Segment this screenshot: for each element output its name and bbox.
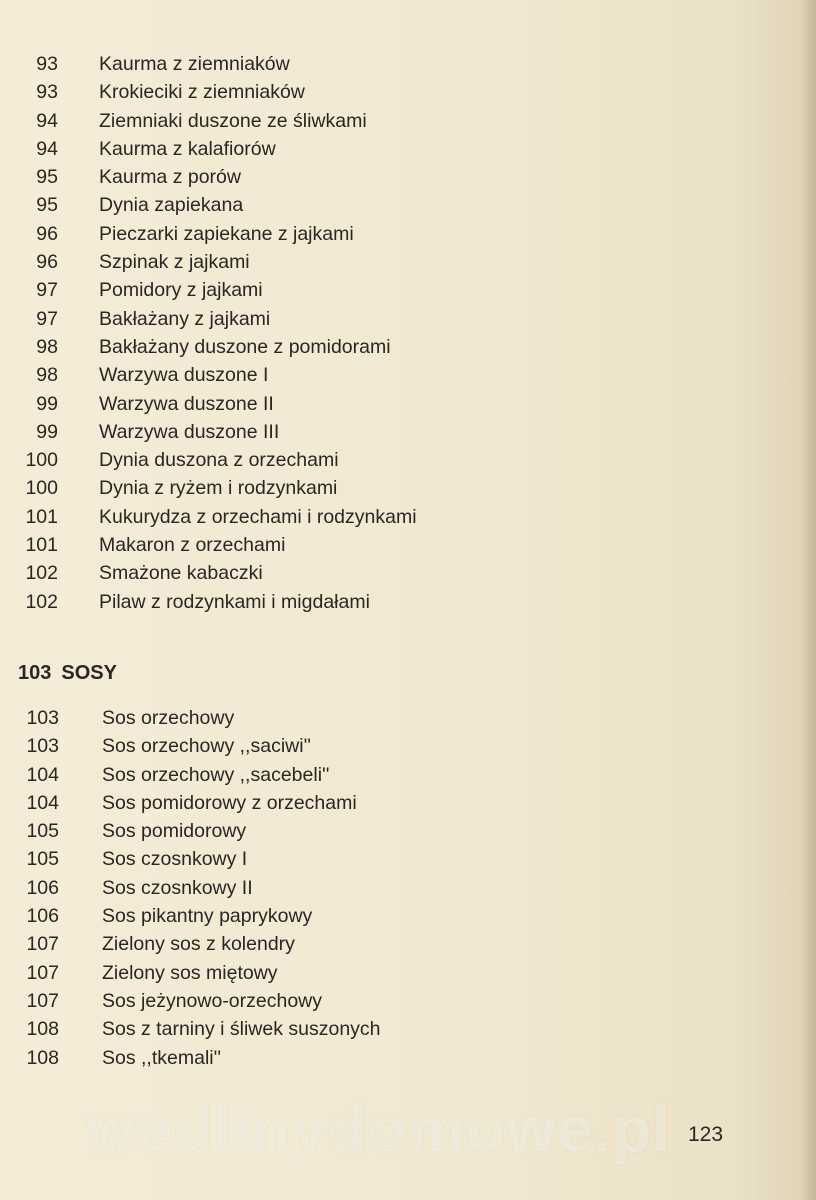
toc-entry-page: 106 [26,876,59,899]
toc-entry [0,959,760,987]
toc-list-vegetables [0,50,760,616]
toc-entry [0,874,760,902]
toc-entry-title: Pomidory z jajkami [99,279,263,302]
toc-entry-page: 105 [26,820,59,843]
toc-entry-title: Sos z tarniny i śliwek suszonych [102,1018,381,1041]
toc-entry [0,588,760,616]
toc-entry-title: Dynia zapiekana [99,194,244,217]
toc-entry [0,333,760,361]
toc-entry-page: 95 [36,194,58,217]
page-edge-shadow [800,0,816,1200]
toc-entry-page: 96 [36,222,58,245]
toc-entry-title: Kaurma z ziemniaków [99,53,290,75]
toc-entry [0,789,760,817]
toc-entry-title: Sos czosnkowy II [102,876,253,899]
toc-entry [0,418,760,446]
toc-entry-title: Dynia z ryżem i rodzynkami [99,477,338,500]
toc-entry-page: 103 [26,735,59,758]
toc-entry-title: Zielony sos miętowy [102,961,278,984]
toc-entry-title: Bakłażany z jajkami [99,307,271,330]
toc-entry [0,107,760,135]
section-heading-page: 103 [18,662,52,684]
toc-entry-title: Sos orzechowy [102,707,235,729]
toc-entry-title: Sos czosnkowy I [102,848,248,871]
toc-entry-page: 102 [25,590,58,613]
toc-entry [0,503,760,531]
toc-entry [0,845,760,873]
toc-entry-page: 95 [36,166,58,189]
toc-entry [0,390,760,418]
toc-entry-page: 100 [25,477,58,500]
toc-entry [0,732,760,760]
toc-entry-page: 97 [36,307,58,330]
toc-entry [0,135,760,163]
toc-entry-page: 104 [26,791,59,814]
toc-list-sauces [0,704,760,1072]
toc-entry [0,163,760,191]
toc-entry [0,361,760,389]
page-number: 123 [688,1123,724,1146]
toc-entry-page: 108 [26,1046,59,1069]
toc-entry-page: 101 [25,505,58,528]
toc-entry [0,191,760,219]
toc-entry [0,248,760,276]
toc-entry-page: 106 [26,905,59,928]
toc-entry-title: Ziemniaki duszone ze śliwkami [99,109,367,132]
toc-entry-title: Sos orzechowy ,,sacebeli'' [102,763,330,786]
section-heading-sosy [18,659,117,687]
toc-entry-title: Dynia duszona z orzechami [99,449,339,472]
toc-entry [0,50,760,78]
toc-entry-title: Warzywa duszone III [99,420,280,443]
toc-entry [0,930,760,958]
section-heading-title: SOSY [61,662,117,684]
toc-entry [0,1044,760,1072]
toc-entry [0,761,760,789]
toc-entry-title: Bakłażany duszone z pomidorami [99,335,391,358]
toc-entry-page: 94 [36,137,58,160]
toc-entry-page: 107 [26,961,59,984]
toc-entry-title: Kaurma z kalafiorów [99,137,276,160]
toc-entry-page: 107 [26,933,59,956]
toc-entry-title: Sos jeżynowo-orzechowy [102,989,323,1012]
toc-entry-title: Krokieciki z ziemniaków [99,81,305,104]
toc-entry-page: 104 [26,763,59,786]
toc-entry-page: 107 [26,989,59,1012]
toc-entry [0,817,760,845]
toc-entry [0,987,760,1015]
toc-entry-title: Kaurma z porów [99,166,241,189]
toc-entry-title: Makaron z orzechami [99,534,286,557]
watermark: wedlinydomowe.pl [86,1093,671,1165]
toc-entry [0,446,760,474]
toc-entry [0,305,760,333]
toc-entry [0,1015,760,1043]
toc-entry [0,474,760,502]
toc-entry [0,902,760,930]
toc-entry-page: 103 [26,707,59,729]
toc-entry-page: 93 [36,81,58,104]
toc-entry-page: 101 [25,534,58,557]
toc-entry-title: Pieczarki zapiekane z jajkami [99,222,354,245]
toc-entry-page: 94 [36,109,58,132]
toc-entry [0,78,760,106]
toc-entry-page: 96 [36,251,58,274]
toc-entry-title: Warzywa duszone I [99,364,269,387]
toc-entry-title: Szpinak z jajkami [99,251,250,274]
toc-entry [0,559,760,587]
toc-entry-title: Smażone kabaczki [99,562,263,585]
toc-entry-page: 98 [36,364,58,387]
toc-entry-title: Warzywa duszone II [99,392,274,415]
toc-entry-page: 100 [25,449,58,472]
toc-entry-page: 105 [26,848,59,871]
toc-entry-title: Sos pikantny paprykowy [102,905,313,928]
toc-entry-title: Sos orzechowy ,,saciwi'' [102,735,312,758]
toc-entry [0,531,760,559]
toc-entry-page: 99 [36,420,58,443]
toc-entry [0,220,760,248]
toc-entry-page: 99 [36,392,58,415]
toc-entry-page: 98 [36,335,58,358]
toc-entry-title: Zielony sos z kolendry [102,933,295,956]
toc-entry [0,276,760,304]
toc-entry-title: Sos ,,tkemali'' [102,1046,222,1069]
toc-entry [0,704,760,732]
toc-entry-title: Kukurydza z orzechami i rodzynkami [99,505,417,528]
toc-entry-page: 102 [25,562,58,585]
toc-entry-title: Pilaw z rodzynkami i migdałami [99,590,370,613]
toc-entry-page: 108 [26,1018,59,1041]
toc-entry-page: 93 [36,53,58,75]
toc-entry-page: 97 [36,279,58,302]
toc-entry-title: Sos pomidorowy [102,820,247,843]
toc-entry-title: Sos pomidorowy z orzechami [102,791,357,814]
